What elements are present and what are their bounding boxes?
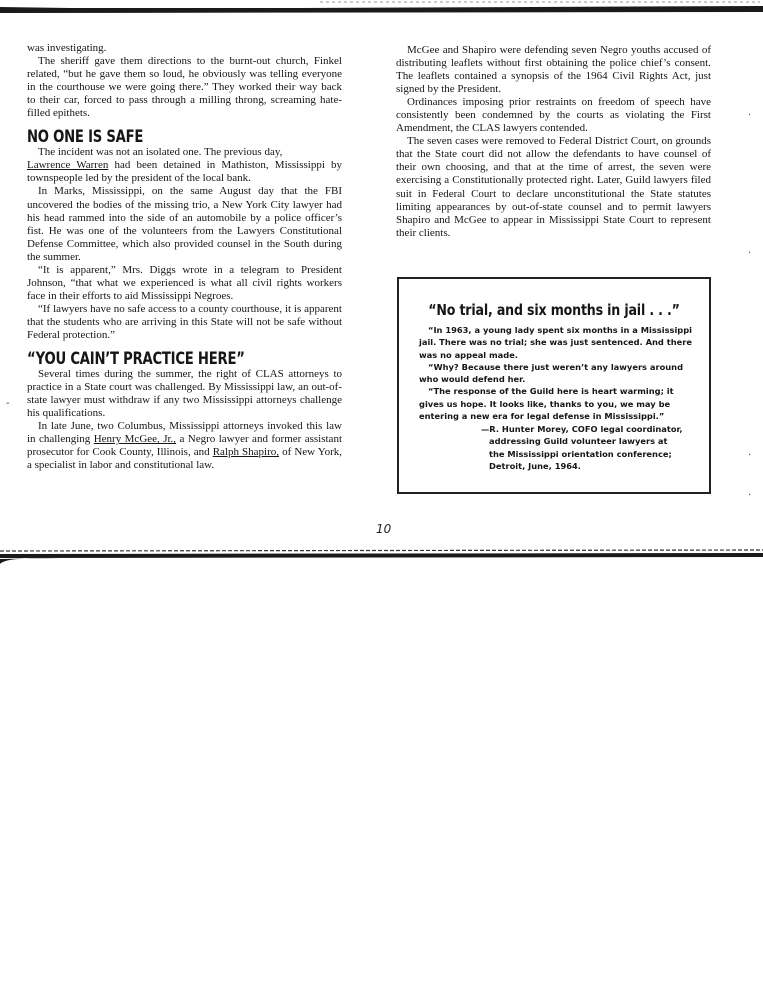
- text-run: had been detained in Mathiston, Mississippi by townspeople led by the president of the local bank.: [27, 159, 343, 185]
- text-run: of New York, a specialist in labor and constitutional law.: [27, 446, 343, 472]
- paragraph: [27, 146, 342, 185]
- attribution-line: Detroit, June, 1964.: [489, 460, 581, 471]
- margin-mark: ·: [748, 248, 752, 259]
- quote-paragraph: “The response of the Guild here is heart warming; it gives us hope. It looks like, thanks to you, we may be entering a new era for legal defense in Mississippi.”: [419, 386, 674, 422]
- attribution-line: addressing Guild volunteer lawyers at: [489, 436, 668, 447]
- margin-mark: -: [6, 398, 10, 409]
- paragraph: “If lawyers have no safe access to a county courthouse, it is apparent that the students who are arriving in this State will not be safe without Federal protection.”: [27, 302, 342, 341]
- paragraph: The seven cases were removed to Federal District Court, on grounds that the State court did not allow the defendants to have counsel of their own choosing, and that at the time of arrest, the seven were exercising a Constitutionally protected right. Later, Guild lawyers filed suit in Federal Court to declare unconstitutional the State statutes limiting appearances by out-of-state counsel and to permit lawyers Shapiro and McGee to appear in Mississippi State Court to represent their clients.: [396, 135, 711, 239]
- paragraph: The sheriff gave them directions to the burnt-out church, Finkel related, “but he gave them so loud, he obviously was telling everyone in the courthouse we were going there.” They worked their way back to their car, forced to pass through a milling throng, screaming hate-filled epithets.: [27, 55, 342, 120]
- section-heading-you-caint-practice-here: “YOU CAIN’T PRACTICE HERE”: [27, 349, 245, 369]
- paragraph: Several times during the summer, the right of CLAS attorneys to practice in a State court was challenged. By Mississippi law, an out-of-state lawyer must withdraw if any two Mississippi attorneys challenge his qualifications.: [27, 368, 342, 420]
- right-column: [396, 44, 711, 240]
- margin-mark: ·: [748, 490, 752, 501]
- text-run: a Negro lawyer and former assistant prosecutor for Cook County, Illinois, and: [27, 433, 343, 459]
- paragraph: was investigating.: [27, 42, 107, 54]
- text-run: In late June, two Columbus, Mississippi attorneys invoked this law in challenging: [27, 420, 342, 446]
- attribution-line: the Mississippi orientation conference;: [489, 448, 672, 459]
- quote-body: [419, 324, 699, 422]
- page-number: 10: [376, 522, 392, 536]
- section-heading-no-one-is-safe: NO ONE IS SAFE: [27, 127, 144, 147]
- quote-attribution: [481, 423, 699, 472]
- quote-box: [397, 277, 711, 494]
- name-lawrence-warren: Lawrence Warren: [27, 159, 109, 172]
- top-rule: [0, 0, 763, 14]
- quote-paragraph: “In 1963, a young lady spent six months in a Mississippi jail. There was no trial; she was just sentenced. And there was no appeal made.: [419, 325, 693, 360]
- paragraph: [27, 420, 342, 472]
- paragraph: In Marks, Mississippi, on the same August day that the FBI uncovered the bodies of the missing trio, a New York City lawyer had his head rammed into the side of an automobile by a police officer’s fist. He was one of the volunteers from the Lawyers Constitutional Defense Committee, which also provided counsel in the South during the summer.: [27, 185, 342, 263]
- left-column: [27, 42, 342, 472]
- name-ralph-shapiro: Ralph Shapiro,: [212, 446, 280, 459]
- attribution-line: —R. Hunter Morey, COFO legal coordinator,: [481, 424, 683, 434]
- paragraph: Ordinances imposing prior restraints on freedom of speech have consistently been condemned by the courts as violating the First Amendment, the CLAS lawyers contended.: [396, 96, 711, 135]
- paragraph: McGee and Shapiro were defending seven Negro youths accused of distributing leaflets without first obtaining the police chief’s consent. The leaflets contained a synopsis of the 1964 Civil Rights Act, just signed by the President.: [396, 44, 711, 96]
- text-run: The incident was not an isolated one. The previous day,: [38, 146, 283, 159]
- quote-paragraph: “Why? Because there just weren’t any lawyers around who would defend her.: [419, 361, 684, 385]
- margin-mark: ·: [748, 110, 752, 121]
- quote-box-title: “No trial, and six months in jail . . .”: [428, 301, 680, 319]
- name-henry-mcgee: Henry McGee, Jr.,: [93, 433, 177, 446]
- margin-mark: ·: [748, 450, 752, 461]
- bottom-rule: [0, 545, 763, 569]
- paragraph: “It is apparent,” Mrs. Diggs wrote in a telegram to President Johnson, “that what we experienced is what all civil rights workers face in their efforts to aid Mississippi Negroes.: [27, 263, 342, 302]
